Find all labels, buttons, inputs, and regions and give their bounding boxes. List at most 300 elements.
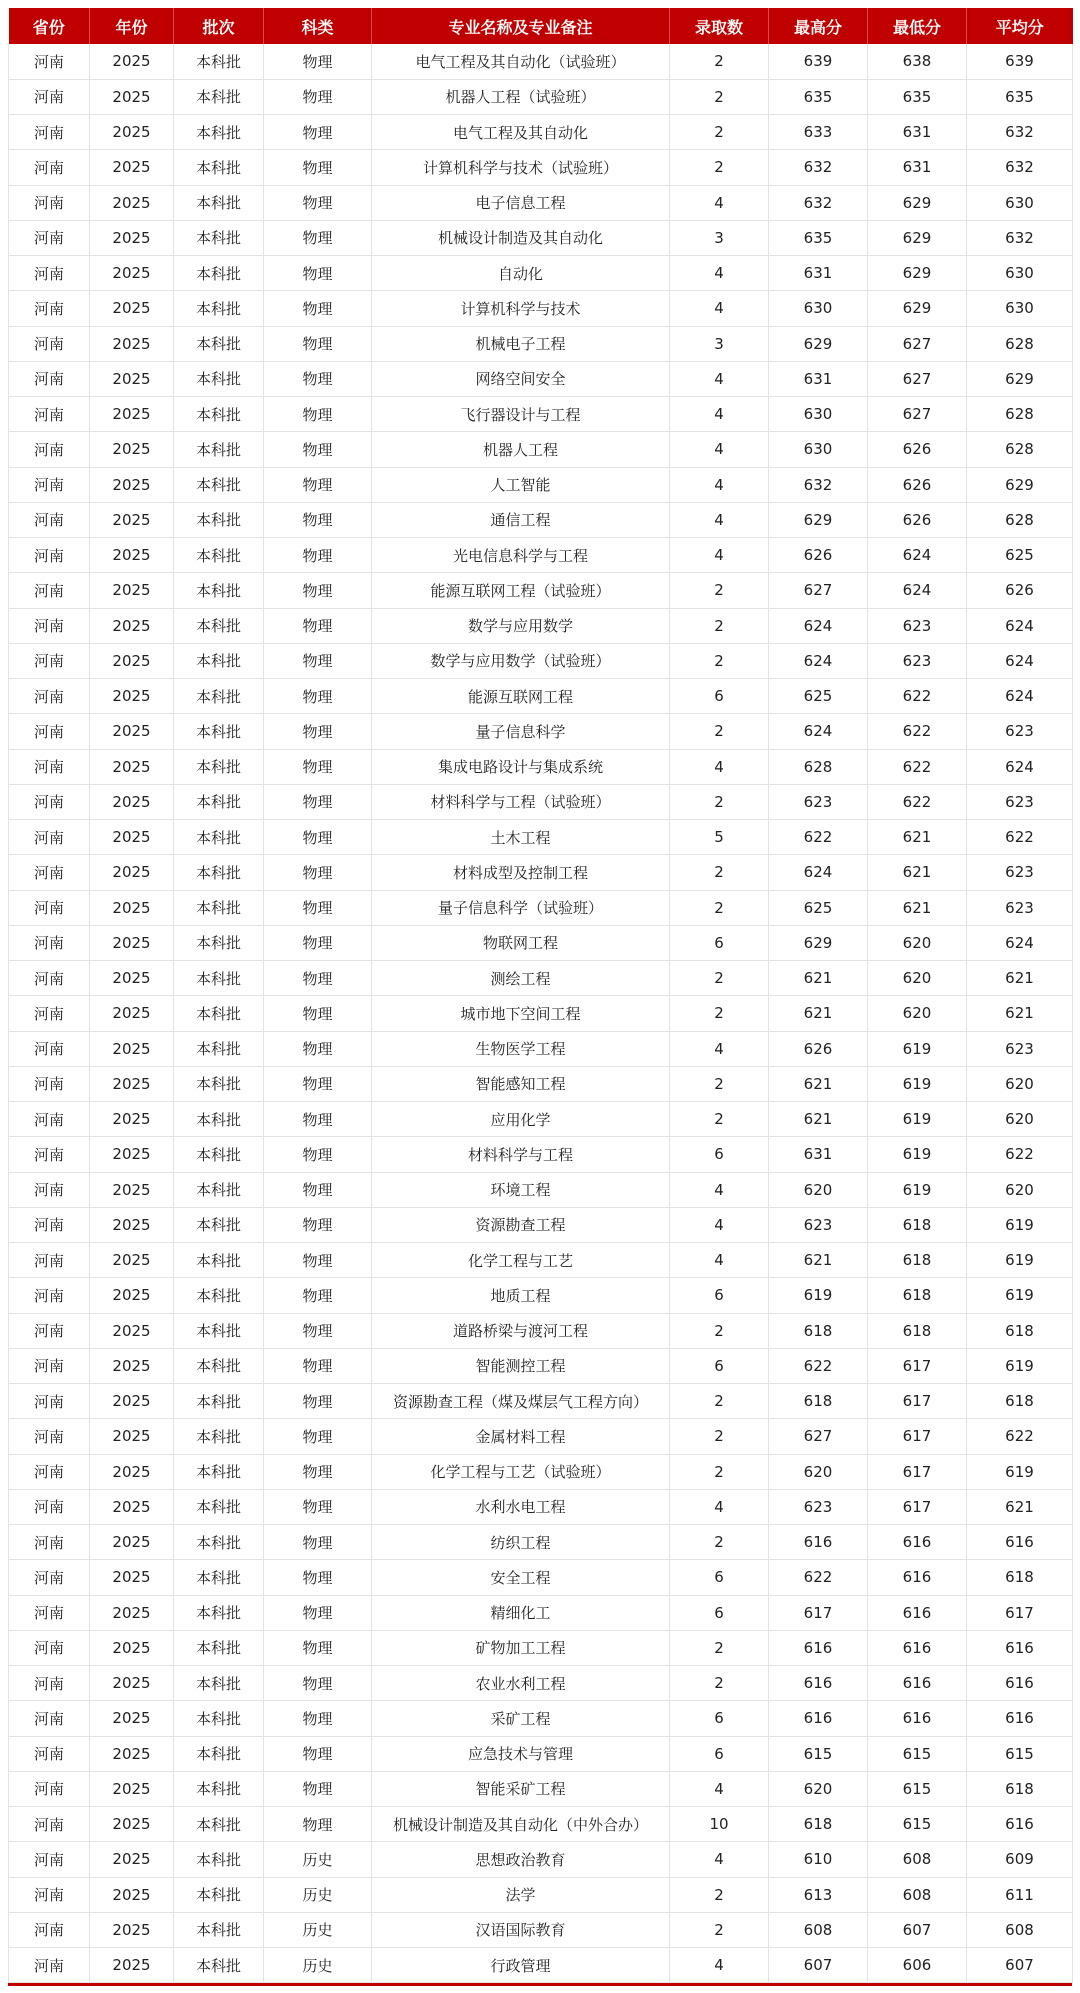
subject-type-cell: 物理	[264, 1207, 372, 1242]
major-name-cell: 智能采矿工程	[372, 1771, 670, 1806]
admitted-count-cell: 10	[670, 1807, 769, 1842]
max-score-cell: 633	[769, 115, 868, 150]
min-score-cell: 631	[868, 150, 967, 185]
avg-score-cell: 611	[967, 1877, 1073, 1912]
min-score-cell: 616	[868, 1595, 967, 1630]
year-cell: 2025	[90, 1630, 174, 1665]
province-cell: 河南	[9, 185, 90, 220]
min-score-cell: 629	[868, 220, 967, 255]
admitted-count-cell: 2	[670, 1912, 769, 1947]
batch-cell: 本科批	[174, 1771, 264, 1806]
batch-cell: 本科批	[174, 79, 264, 114]
table-row	[9, 150, 1073, 185]
year-cell: 2025	[90, 961, 174, 996]
table-row	[9, 1525, 1073, 1560]
major-name-cell: 应急技术与管理	[372, 1736, 670, 1771]
min-score-cell: 615	[868, 1771, 967, 1806]
admitted-count-cell: 2	[670, 1384, 769, 1419]
province-cell: 河南	[9, 643, 90, 678]
admitted-count-cell: 2	[670, 961, 769, 996]
subject-type-cell: 物理	[264, 1278, 372, 1313]
table-row	[9, 1207, 1073, 1242]
table-row	[9, 855, 1073, 890]
major-name-cell: 量子信息科学（试验班）	[372, 890, 670, 925]
batch-cell: 本科批	[174, 538, 264, 573]
admitted-count-cell: 6	[670, 1278, 769, 1313]
year-cell: 2025	[90, 925, 174, 960]
province-cell: 河南	[9, 1630, 90, 1665]
avg-score-cell: 622	[967, 820, 1073, 855]
min-score-cell: 622	[868, 714, 967, 749]
province-cell: 河南	[9, 432, 90, 467]
min-score-cell: 617	[868, 1489, 967, 1524]
max-score-cell: 620	[769, 1454, 868, 1489]
batch-cell: 本科批	[174, 1560, 264, 1595]
avg-score-cell: 626	[967, 573, 1073, 608]
min-score-cell: 615	[868, 1807, 967, 1842]
subject-type-cell: 物理	[264, 961, 372, 996]
max-score-cell: 629	[769, 502, 868, 537]
admitted-count-cell: 6	[670, 1560, 769, 1595]
subject-type-cell: 物理	[264, 1419, 372, 1454]
major-name-cell: 应用化学	[372, 1102, 670, 1137]
subject-type-cell: 物理	[264, 1666, 372, 1701]
year-cell: 2025	[90, 1031, 174, 1066]
max-score-cell: 631	[769, 361, 868, 396]
batch-cell: 本科批	[174, 1489, 264, 1524]
batch-cell: 本科批	[174, 1384, 264, 1419]
max-score-cell: 608	[769, 1912, 868, 1947]
min-score-cell: 608	[868, 1877, 967, 1912]
major-name-cell: 安全工程	[372, 1560, 670, 1595]
table-row	[9, 397, 1073, 432]
admitted-count-cell: 6	[670, 1736, 769, 1771]
year-cell: 2025	[90, 326, 174, 361]
batch-cell: 本科批	[174, 115, 264, 150]
avg-score-cell: 624	[967, 749, 1073, 784]
major-name-cell: 生物医学工程	[372, 1031, 670, 1066]
province-cell: 河南	[9, 1207, 90, 1242]
year-cell: 2025	[90, 679, 174, 714]
admitted-count-cell: 6	[670, 1595, 769, 1630]
major-name-cell: 城市地下空间工程	[372, 996, 670, 1031]
table-row	[9, 115, 1073, 150]
max-score-cell: 616	[769, 1630, 868, 1665]
table-row	[9, 1842, 1073, 1877]
year-cell: 2025	[90, 608, 174, 643]
max-score-cell: 613	[769, 1877, 868, 1912]
year-cell: 2025	[90, 44, 174, 79]
table-row	[9, 1630, 1073, 1665]
major-name-cell: 思想政治教育	[372, 1842, 670, 1877]
avg-score-cell: 618	[967, 1771, 1073, 1806]
admitted-count-cell: 5	[670, 820, 769, 855]
min-score-cell: 626	[868, 467, 967, 502]
table-row	[9, 467, 1073, 502]
admitted-count-cell: 2	[670, 1877, 769, 1912]
table-header-row	[9, 8, 1073, 44]
table-row	[9, 1771, 1073, 1806]
table-row	[9, 608, 1073, 643]
batch-cell: 本科批	[174, 855, 264, 890]
max-score-cell: 610	[769, 1842, 868, 1877]
major-name-cell: 材料成型及控制工程	[372, 855, 670, 890]
province-cell: 河南	[9, 1172, 90, 1207]
major-name-cell: 环境工程	[372, 1172, 670, 1207]
max-score-cell: 621	[769, 1102, 868, 1137]
min-score-cell: 627	[868, 397, 967, 432]
admitted-count-cell: 2	[670, 1419, 769, 1454]
year-cell: 2025	[90, 1948, 174, 1983]
max-score-cell: 620	[769, 1172, 868, 1207]
table-row	[9, 996, 1073, 1031]
max-score-cell: 631	[769, 1137, 868, 1172]
batch-cell: 本科批	[174, 1630, 264, 1665]
year-cell: 2025	[90, 397, 174, 432]
province-cell: 河南	[9, 467, 90, 502]
avg-score-cell: 630	[967, 256, 1073, 291]
max-score-cell: 623	[769, 1207, 868, 1242]
avg-score-cell: 630	[967, 291, 1073, 326]
admitted-count-cell: 2	[670, 1666, 769, 1701]
province-cell: 河南	[9, 1031, 90, 1066]
subject-type-cell: 物理	[264, 1384, 372, 1419]
subject-type-cell: 物理	[264, 361, 372, 396]
max-score-cell: 639	[769, 44, 868, 79]
min-score-cell: 635	[868, 79, 967, 114]
province-cell: 河南	[9, 1807, 90, 1842]
year-cell: 2025	[90, 79, 174, 114]
province-cell: 河南	[9, 1666, 90, 1701]
min-score-cell: 617	[868, 1348, 967, 1383]
min-score-cell: 617	[868, 1384, 967, 1419]
max-score-cell: 630	[769, 432, 868, 467]
major-name-cell: 精细化工	[372, 1595, 670, 1630]
batch-cell: 本科批	[174, 44, 264, 79]
avg-score-cell: 628	[967, 502, 1073, 537]
avg-score-cell: 607	[967, 1948, 1073, 1983]
table-row	[9, 1736, 1073, 1771]
province-cell: 河南	[9, 1842, 90, 1877]
subject-type-cell: 物理	[264, 220, 372, 255]
batch-cell: 本科批	[174, 1348, 264, 1383]
province-cell: 河南	[9, 890, 90, 925]
avg-score-cell: 639	[967, 44, 1073, 79]
max-score-cell: 632	[769, 185, 868, 220]
year-cell: 2025	[90, 150, 174, 185]
major-name-cell: 机械设计制造及其自动化	[372, 220, 670, 255]
year-cell: 2025	[90, 115, 174, 150]
min-score-cell: 622	[868, 679, 967, 714]
table-row	[9, 1807, 1073, 1842]
major-name-cell: 采矿工程	[372, 1701, 670, 1736]
year-cell: 2025	[90, 1842, 174, 1877]
province-cell: 河南	[9, 1595, 90, 1630]
max-score-cell: 622	[769, 1560, 868, 1595]
province-cell: 河南	[9, 326, 90, 361]
avg-score-cell: 625	[967, 538, 1073, 573]
min-score-cell: 624	[868, 573, 967, 608]
avg-score-cell: 620	[967, 1066, 1073, 1101]
table-row	[9, 749, 1073, 784]
min-score-cell: 607	[868, 1912, 967, 1947]
batch-cell: 本科批	[174, 1313, 264, 1348]
subject-type-cell: 物理	[264, 1454, 372, 1489]
table-row	[9, 573, 1073, 608]
subject-type-cell: 历史	[264, 1948, 372, 1983]
subject-type-cell: 物理	[264, 44, 372, 79]
province-cell: 河南	[9, 1736, 90, 1771]
table-row	[9, 44, 1073, 79]
subject-type-cell: 物理	[264, 643, 372, 678]
min-score-cell: 606	[868, 1948, 967, 1983]
batch-cell: 本科批	[174, 1736, 264, 1771]
year-cell: 2025	[90, 1207, 174, 1242]
subject-type-cell: 物理	[264, 784, 372, 819]
province-cell: 河南	[9, 1243, 90, 1278]
batch-cell: 本科批	[174, 1454, 264, 1489]
avg-score-cell: 622	[967, 1137, 1073, 1172]
admitted-count-cell: 2	[670, 996, 769, 1031]
avg-score-cell: 609	[967, 1842, 1073, 1877]
batch-cell: 本科批	[174, 1666, 264, 1701]
min-score-cell: 616	[868, 1701, 967, 1736]
max-score-cell: 625	[769, 890, 868, 925]
min-score-cell: 608	[868, 1842, 967, 1877]
table-row	[9, 961, 1073, 996]
table-row	[9, 714, 1073, 749]
avg-score-cell: 635	[967, 79, 1073, 114]
avg-score-cell: 629	[967, 361, 1073, 396]
batch-cell: 本科批	[174, 820, 264, 855]
subject-type-cell: 物理	[264, 502, 372, 537]
major-name-cell: 汉语国际教育	[372, 1912, 670, 1947]
admitted-count-cell: 2	[670, 573, 769, 608]
min-score-cell: 622	[868, 784, 967, 819]
table-row	[9, 291, 1073, 326]
max-score-cell: 607	[769, 1948, 868, 1983]
min-score-cell: 619	[868, 1066, 967, 1101]
year-cell: 2025	[90, 573, 174, 608]
admitted-count-cell: 2	[670, 855, 769, 890]
max-score-cell: 621	[769, 996, 868, 1031]
admitted-count-cell: 4	[670, 291, 769, 326]
table-row	[9, 1595, 1073, 1630]
province-cell: 河南	[9, 1419, 90, 1454]
province-cell: 河南	[9, 1701, 90, 1736]
year-cell: 2025	[90, 291, 174, 326]
max-score-cell: 623	[769, 1489, 868, 1524]
year-cell: 2025	[90, 890, 174, 925]
max-score-cell: 619	[769, 1278, 868, 1313]
subject-type-cell: 物理	[264, 291, 372, 326]
batch-cell: 本科批	[174, 784, 264, 819]
subject-type-cell: 物理	[264, 1807, 372, 1842]
avg-score-cell: 621	[967, 961, 1073, 996]
year-cell: 2025	[90, 1419, 174, 1454]
subject-type-cell: 历史	[264, 1842, 372, 1877]
min-score-cell: 619	[868, 1102, 967, 1137]
max-score-cell: 629	[769, 925, 868, 960]
year-cell: 2025	[90, 1278, 174, 1313]
min-score-cell: 624	[868, 538, 967, 573]
admitted-count-cell: 4	[670, 1172, 769, 1207]
major-name-cell: 自动化	[372, 256, 670, 291]
batch-cell: 本科批	[174, 1066, 264, 1101]
subject-type-cell: 物理	[264, 820, 372, 855]
batch-cell: 本科批	[174, 1595, 264, 1630]
subject-type-cell: 物理	[264, 1066, 372, 1101]
table-row	[9, 1912, 1073, 1947]
batch-cell: 本科批	[174, 1137, 264, 1172]
avg-score-cell: 624	[967, 608, 1073, 643]
subject-type-cell: 物理	[264, 326, 372, 361]
subject-type-cell: 物理	[264, 1031, 372, 1066]
min-score-cell: 629	[868, 256, 967, 291]
avg-score-cell: 620	[967, 1102, 1073, 1137]
major-name-cell: 行政管理	[372, 1948, 670, 1983]
header-avg-score: 平均分	[995, 17, 1044, 37]
table-row	[9, 1560, 1073, 1595]
admitted-count-cell: 2	[670, 643, 769, 678]
table-row	[9, 502, 1073, 537]
table-row	[9, 1666, 1073, 1701]
admitted-count-cell: 4	[670, 1948, 769, 1983]
min-score-cell: 618	[868, 1207, 967, 1242]
year-cell: 2025	[90, 1701, 174, 1736]
province-cell: 河南	[9, 1948, 90, 1983]
admitted-count-cell: 4	[670, 538, 769, 573]
year-cell: 2025	[90, 361, 174, 396]
year-cell: 2025	[90, 1348, 174, 1383]
avg-score-cell: 623	[967, 855, 1073, 890]
major-name-cell: 纺织工程	[372, 1525, 670, 1560]
admitted-count-cell: 2	[670, 890, 769, 925]
batch-cell: 本科批	[174, 432, 264, 467]
year-cell: 2025	[90, 714, 174, 749]
subject-type-cell: 物理	[264, 185, 372, 220]
province-cell: 河南	[9, 714, 90, 749]
year-cell: 2025	[90, 432, 174, 467]
batch-cell: 本科批	[174, 1842, 264, 1877]
batch-cell: 本科批	[174, 361, 264, 396]
major-name-cell: 智能感知工程	[372, 1066, 670, 1101]
year-cell: 2025	[90, 467, 174, 502]
avg-score-cell: 624	[967, 925, 1073, 960]
min-score-cell: 618	[868, 1313, 967, 1348]
subject-type-cell: 物理	[264, 855, 372, 890]
min-score-cell: 619	[868, 1172, 967, 1207]
max-score-cell: 627	[769, 573, 868, 608]
table-row	[9, 1066, 1073, 1101]
province-cell: 河南	[9, 1102, 90, 1137]
avg-score-cell: 628	[967, 326, 1073, 361]
batch-cell: 本科批	[174, 1525, 264, 1560]
max-score-cell: 630	[769, 291, 868, 326]
table-row	[9, 679, 1073, 714]
province-cell: 河南	[9, 996, 90, 1031]
max-score-cell: 632	[769, 150, 868, 185]
batch-cell: 本科批	[174, 890, 264, 925]
max-score-cell: 616	[769, 1525, 868, 1560]
year-cell: 2025	[90, 256, 174, 291]
avg-score-cell: 619	[967, 1454, 1073, 1489]
year-cell: 2025	[90, 502, 174, 537]
admitted-count-cell: 4	[670, 361, 769, 396]
batch-cell: 本科批	[174, 996, 264, 1031]
subject-type-cell: 物理	[264, 996, 372, 1031]
year-cell: 2025	[90, 1666, 174, 1701]
max-score-cell: 631	[769, 256, 868, 291]
min-score-cell: 620	[868, 996, 967, 1031]
batch-cell: 本科批	[174, 502, 264, 537]
admitted-count-cell: 6	[670, 925, 769, 960]
subject-type-cell: 物理	[264, 1595, 372, 1630]
batch-cell: 本科批	[174, 714, 264, 749]
province-cell: 河南	[9, 115, 90, 150]
min-score-cell: 622	[868, 749, 967, 784]
year-cell: 2025	[90, 1771, 174, 1806]
major-name-cell: 电气工程及其自动化	[372, 115, 670, 150]
min-score-cell: 626	[868, 502, 967, 537]
table-row	[9, 784, 1073, 819]
subject-type-cell: 物理	[264, 608, 372, 643]
table-row	[9, 538, 1073, 573]
major-name-cell: 农业水利工程	[372, 1666, 670, 1701]
major-name-cell: 能源互联网工程	[372, 679, 670, 714]
year-cell: 2025	[90, 1066, 174, 1101]
batch-cell: 本科批	[174, 291, 264, 326]
year-cell: 2025	[90, 1313, 174, 1348]
batch-cell: 本科批	[174, 1031, 264, 1066]
batch-cell: 本科批	[174, 679, 264, 714]
year-cell: 2025	[90, 1595, 174, 1630]
major-name-cell: 电气工程及其自动化（试验班）	[372, 44, 670, 79]
year-cell: 2025	[90, 1243, 174, 1278]
subject-type-cell: 物理	[264, 115, 372, 150]
max-score-cell: 622	[769, 820, 868, 855]
max-score-cell: 621	[769, 961, 868, 996]
province-cell: 河南	[9, 1066, 90, 1101]
table-row	[9, 1102, 1073, 1137]
major-name-cell: 矿物加工工程	[372, 1630, 670, 1665]
min-score-cell: 616	[868, 1666, 967, 1701]
admitted-count-cell: 2	[670, 608, 769, 643]
table-row	[9, 1172, 1073, 1207]
min-score-cell: 621	[868, 890, 967, 925]
year-cell: 2025	[90, 1525, 174, 1560]
table-row	[9, 79, 1073, 114]
subject-type-cell: 物理	[264, 1313, 372, 1348]
min-score-cell: 617	[868, 1454, 967, 1489]
header-max-score: 最高分	[769, 8, 868, 44]
avg-score-cell: 616	[967, 1525, 1073, 1560]
year-cell: 2025	[90, 1489, 174, 1524]
province-cell: 河南	[9, 150, 90, 185]
province-cell: 河南	[9, 573, 90, 608]
table-row	[9, 1948, 1073, 1983]
major-name-cell: 网络空间安全	[372, 361, 670, 396]
admitted-count-cell: 4	[670, 749, 769, 784]
year-cell: 2025	[90, 1172, 174, 1207]
subject-type-cell: 物理	[264, 1243, 372, 1278]
subject-type-cell: 物理	[264, 256, 372, 291]
batch-cell: 本科批	[174, 1207, 264, 1242]
min-score-cell: 618	[868, 1243, 967, 1278]
max-score-cell: 628	[769, 749, 868, 784]
batch-cell: 本科批	[174, 925, 264, 960]
table-row	[9, 1348, 1073, 1383]
